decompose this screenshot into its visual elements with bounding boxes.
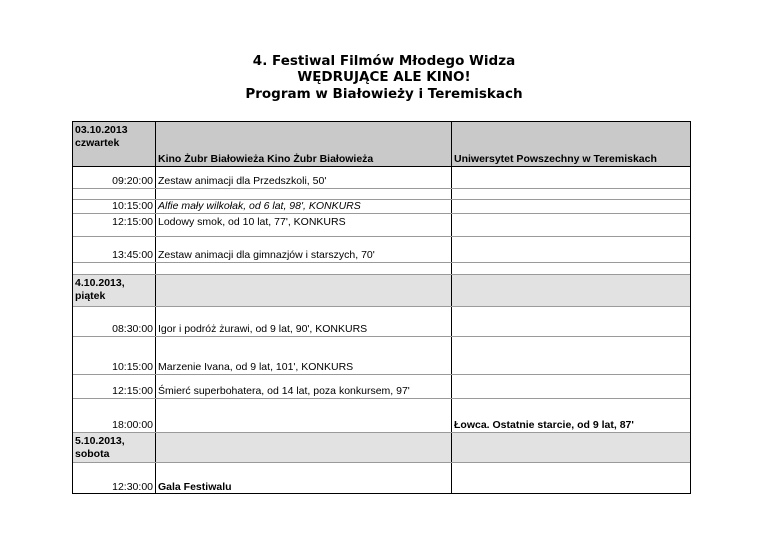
spacer-row: [73, 263, 690, 275]
table-row: [73, 167, 690, 189]
table-row: [73, 307, 690, 337]
day-3-date-cell: [73, 433, 156, 462]
row-time: 10:15:00: [112, 200, 153, 212]
table-row: [73, 399, 690, 433]
program-table: [72, 121, 691, 494]
header-date: 03.10.2013: [75, 124, 128, 136]
row-event: Zestaw animacji dla Przedszkoli, 50': [158, 175, 327, 187]
row-event-venue-2: Łowca. Ostatnie starcie, od 9 lat, 87': [454, 419, 634, 431]
row-event: Igor i podróż żurawi, od 9 lat, 90', KONKURS: [158, 323, 368, 335]
row-time: 13:45:00: [112, 249, 153, 261]
day-2-date: 4.10.2013,: [75, 277, 125, 289]
table-row: [73, 237, 690, 263]
row-time: 08:30:00: [112, 323, 153, 335]
header-venue-2-cell: [452, 122, 690, 166]
header-venue-1-cell: [156, 122, 452, 166]
row-event: Zestaw animacji dla gimnazjów i starszych, 70': [158, 249, 375, 261]
row-time: 12:15:00: [112, 216, 153, 228]
title-line-2: WĘDRUJĄCE ALE KINO!: [297, 69, 471, 85]
header-date-cell: [73, 122, 156, 166]
day-header-row: [73, 433, 690, 463]
table-row: [73, 337, 690, 375]
row-event: Gala Festiwalu: [158, 481, 232, 493]
row-time: 10:15:00: [112, 361, 153, 373]
table-row: [73, 463, 690, 494]
day-2-date-cell: [73, 275, 156, 306]
row-time: 09:20:00: [112, 175, 153, 187]
spacer-row: [73, 189, 690, 200]
day-3-date: 5.10.2013,: [75, 435, 125, 447]
table-row: [73, 200, 690, 214]
table-header-row: [73, 122, 690, 167]
row-event: Śmierć superbohatera, od 14 lat, poza konkursem, 97': [158, 385, 410, 397]
day-3-weekday: sobota: [75, 448, 110, 460]
row-event: Marzenie Ivana, od 9 lat, 101', KONKURS: [158, 361, 354, 373]
header-venue-2: Uniwersytet Powszechny w Teremiskach: [454, 153, 657, 165]
table-row: [73, 375, 690, 399]
row-time: 12:30:00: [112, 481, 153, 493]
title-line-3: Program w Białowieży i Teremiskach: [245, 86, 523, 102]
header-weekday: czwartek: [75, 137, 120, 149]
row-event: Lodowy smok, od 10 lat, 77', KONKURS: [158, 216, 346, 228]
day-header-row: [73, 275, 690, 307]
title-line-1: 4. Festiwal Filmów Młodego Widza: [252, 53, 516, 69]
row-time: 12:15:00: [112, 385, 153, 397]
row-time: 18:00:00: [112, 419, 153, 431]
header-venue-1: Kino Żubr Białowieża Kino Żubr Białowieża: [158, 153, 374, 165]
table-row: [73, 214, 690, 237]
row-event: Alfie mały wilkołak, od 6 lat, 98', KONKURS: [158, 200, 361, 212]
day-2-weekday: piątek: [75, 290, 106, 302]
